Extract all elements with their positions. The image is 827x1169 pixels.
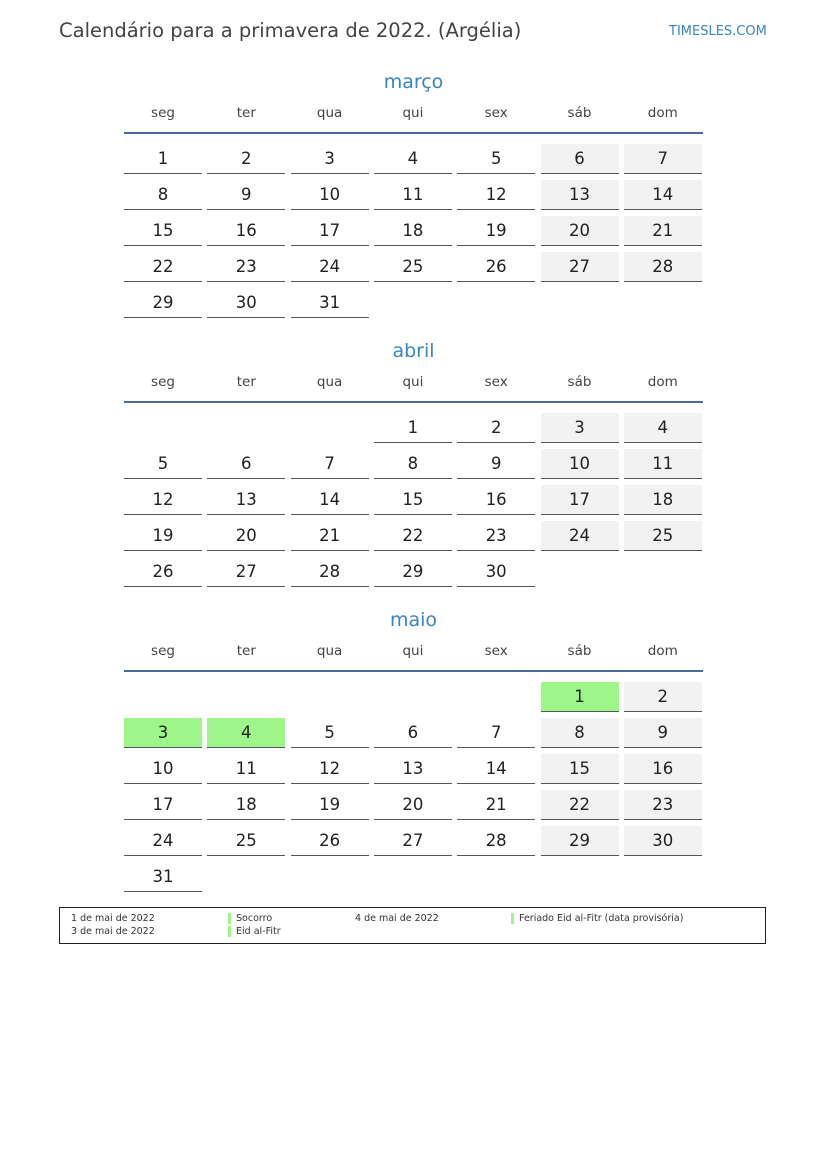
day-cell: 1	[124, 144, 202, 174]
day-cell: 15	[124, 216, 202, 246]
weekday-header	[124, 363, 703, 401]
day-cell: 26	[124, 557, 202, 587]
holiday-color-swatch	[511, 913, 514, 924]
day-cell: 30	[624, 826, 702, 856]
day-cell: 14	[291, 485, 369, 515]
day-cell: 7	[457, 718, 535, 748]
day-cell: 1	[374, 413, 452, 443]
month-name: março	[383, 71, 444, 93]
weekday-label: sáb	[567, 643, 592, 659]
day-cell: 15	[374, 485, 452, 515]
holiday-day-cell: 3	[124, 718, 202, 748]
day-cell: 12	[457, 180, 535, 210]
day-cell: 11	[624, 449, 702, 479]
day-cell: 19	[457, 216, 535, 246]
legend-holiday-name: Socorro	[236, 913, 273, 924]
day-cell: 24	[124, 826, 202, 856]
day-cell: 23	[207, 252, 285, 282]
weekday-label: sex	[484, 105, 508, 121]
holiday-legend	[59, 907, 766, 944]
day-cell: 13	[207, 485, 285, 515]
weekday-label: sex	[484, 643, 508, 659]
day-cell: 15	[541, 754, 619, 784]
day-cell: 30	[457, 557, 535, 587]
weekday-label: sex	[484, 374, 508, 390]
day-cell: 13	[541, 180, 619, 210]
day-cell: 19	[124, 521, 202, 551]
weekday-label: dom	[647, 643, 678, 659]
day-cell: 30	[207, 288, 285, 318]
day-cell: 29	[124, 288, 202, 318]
weekday-label: qua	[316, 105, 343, 121]
day-cell: 16	[207, 216, 285, 246]
day-cell: 24	[291, 252, 369, 282]
day-cell: 6	[207, 449, 285, 479]
day-cell: 10	[291, 180, 369, 210]
day-cell: 9	[207, 180, 285, 210]
day-cell: 14	[457, 754, 535, 784]
legend-holiday-name: Eid al-Fitr	[236, 926, 281, 937]
day-cell: 29	[374, 557, 452, 587]
day-cell: 8	[124, 180, 202, 210]
weekday-label: ter	[236, 105, 256, 121]
day-cell: 4	[374, 144, 452, 174]
weekday-label: seg	[151, 105, 175, 121]
month-calendar	[124, 339, 703, 581]
day-cell: 25	[624, 521, 702, 551]
day-cell: 26	[457, 252, 535, 282]
day-cell: 13	[374, 754, 452, 784]
day-cell: 12	[124, 485, 202, 515]
holiday-day-cell: 1	[541, 682, 619, 712]
day-cell: 25	[374, 252, 452, 282]
weekday-label: seg	[151, 374, 175, 390]
legend-date: 4 de mai de 2022	[355, 913, 439, 924]
weekday-label: qua	[316, 643, 343, 659]
day-cell: 18	[207, 790, 285, 820]
day-cell: 22	[541, 790, 619, 820]
weekday-label: dom	[647, 374, 678, 390]
day-cell: 22	[124, 252, 202, 282]
weekday-label: qui	[402, 105, 424, 121]
day-cell: 6	[374, 718, 452, 748]
legend-date: 3 de mai de 2022	[71, 926, 155, 937]
weekday-header	[124, 632, 703, 670]
day-cell: 10	[124, 754, 202, 784]
header-divider	[124, 132, 703, 134]
month-name: maio	[389, 609, 438, 631]
day-cell: 11	[207, 754, 285, 784]
day-cell: 17	[291, 216, 369, 246]
weekday-label: seg	[151, 643, 175, 659]
day-cell: 5	[124, 449, 202, 479]
day-cell: 28	[624, 252, 702, 282]
day-cell: 18	[624, 485, 702, 515]
day-cell: 20	[207, 521, 285, 551]
weekday-label: sáb	[567, 374, 592, 390]
day-cell: 12	[291, 754, 369, 784]
day-cell: 21	[624, 216, 702, 246]
day-cell: 25	[207, 826, 285, 856]
day-cell: 19	[291, 790, 369, 820]
brand-link[interactable]: TIMESLES.COM	[669, 24, 767, 39]
day-cell: 23	[624, 790, 702, 820]
day-cell: 17	[124, 790, 202, 820]
weekday-label: ter	[236, 374, 256, 390]
day-cell: 2	[624, 682, 702, 712]
month-calendar	[124, 608, 703, 886]
month-name: abril	[392, 340, 435, 362]
day-cell: 27	[374, 826, 452, 856]
day-cell: 20	[374, 790, 452, 820]
day-cell: 2	[457, 413, 535, 443]
day-cell: 20	[541, 216, 619, 246]
day-cell: 31	[124, 862, 202, 892]
weekday-label: qui	[402, 643, 424, 659]
day-cell: 18	[374, 216, 452, 246]
day-cell: 21	[457, 790, 535, 820]
header-divider	[124, 670, 703, 672]
day-cell: 11	[374, 180, 452, 210]
day-cell: 2	[207, 144, 285, 174]
legend-holiday-name: Feriado Eid al-Fitr (data provisória)	[519, 913, 684, 924]
weekday-label: sáb	[567, 105, 592, 121]
day-cell: 29	[541, 826, 619, 856]
day-cell: 28	[291, 557, 369, 587]
weekday-label: qua	[316, 374, 343, 390]
weekday-label: qui	[402, 374, 424, 390]
holiday-day-cell: 4	[207, 718, 285, 748]
day-cell: 23	[457, 521, 535, 551]
day-cell: 7	[291, 449, 369, 479]
day-cell: 26	[291, 826, 369, 856]
header-divider	[124, 401, 703, 403]
day-cell: 8	[374, 449, 452, 479]
day-cell: 3	[541, 413, 619, 443]
holiday-color-swatch	[228, 913, 231, 924]
day-cell: 28	[457, 826, 535, 856]
day-cell: 7	[624, 144, 702, 174]
day-cell: 27	[207, 557, 285, 587]
day-cell: 6	[541, 144, 619, 174]
legend-date: 1 de mai de 2022	[71, 913, 155, 924]
day-cell: 9	[624, 718, 702, 748]
day-cell: 16	[624, 754, 702, 784]
day-cell: 27	[541, 252, 619, 282]
day-cell: 9	[457, 449, 535, 479]
day-cell: 5	[457, 144, 535, 174]
day-cell: 14	[624, 180, 702, 210]
day-cell: 5	[291, 718, 369, 748]
weekday-label: dom	[647, 105, 678, 121]
day-cell: 21	[291, 521, 369, 551]
month-calendar	[124, 70, 703, 312]
day-cell: 8	[541, 718, 619, 748]
day-cell: 22	[374, 521, 452, 551]
page-title: Calendário para a primavera de 2022. (Argélia)	[59, 19, 522, 42]
day-cell: 24	[541, 521, 619, 551]
day-cell: 3	[291, 144, 369, 174]
day-cell: 16	[457, 485, 535, 515]
day-cell: 4	[624, 413, 702, 443]
day-cell: 31	[291, 288, 369, 318]
holiday-color-swatch	[228, 926, 231, 937]
day-cell: 10	[541, 449, 619, 479]
weekday-header	[124, 94, 703, 132]
day-cell: 17	[541, 485, 619, 515]
weekday-label: ter	[236, 643, 256, 659]
